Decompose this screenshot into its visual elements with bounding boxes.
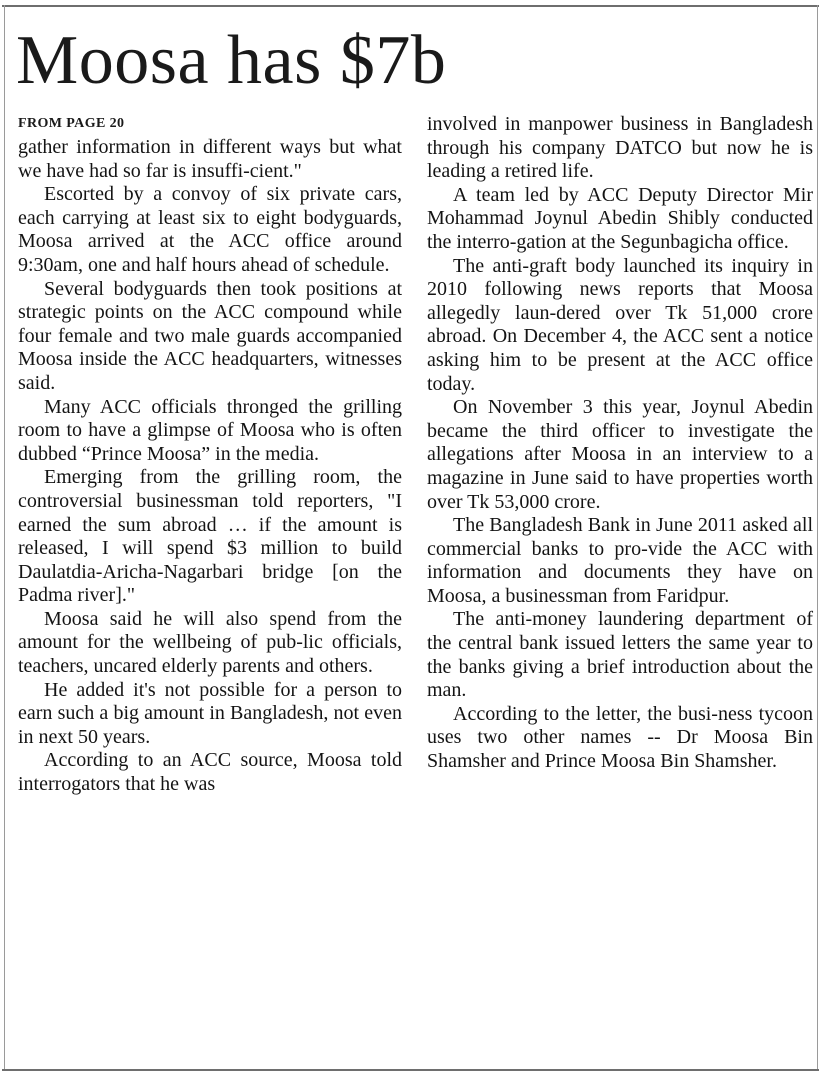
- paragraph: gather information in different ways but what we have had so far is insuffi-cient.": [18, 136, 402, 182]
- paragraph: The anti-money laundering department of the central bank issued letters the same year to the banks giving a brief introduction about the man.: [427, 608, 813, 702]
- paragraph: The Bangladesh Bank in June 2011 asked all commercial banks to pro-vide the ACC with information and documents they have on Moosa, a businessman from Faridpur.: [427, 514, 813, 607]
- paragraph: Moosa said he will also spend from the amount for the wellbeing of pub-lic officials, teachers, uncared elderly parents and others.: [18, 607, 402, 678]
- paragraph: Emerging from the grilling room, the controversial businessman told reporters, "I earned the sum abroad … if the amount is released, I will spend $3 million to build Daulatdia-Aricha-Nagarbari bridge [on the Padma river].": [18, 466, 402, 607]
- right-rule: [817, 5, 818, 1071]
- left-column: [18, 113, 402, 797]
- right-column: [427, 113, 813, 774]
- top-rule: [2, 5, 819, 7]
- paragraph: Several bodyguards then took positions at strategic points on the ACC compound while four female and two male guards accompanied Moosa inside the ACC headquarters, witnesses said.: [18, 277, 402, 394]
- left-rule: [4, 5, 5, 1071]
- continuation-kicker: FROM PAGE 20: [18, 116, 125, 131]
- bottom-rule: [2, 1069, 819, 1071]
- paragraph: On November 3 this year, Joynul Abedin became the third officer to investigate the allegations after Moosa in an interview to a magazine in June said to have properties worth over Tk 53,000 crore.: [427, 396, 813, 513]
- paragraph: Escorted by a convoy of six private cars, each carrying at least six to eight bodyguards, Moosa arrived at the ACC office around 9:30am, one and half hours ahead of schedule.: [18, 183, 402, 276]
- paragraph: involved in manpower business in Bangladesh through his company DATCO but now he is leading a retired life.: [427, 113, 813, 183]
- paragraph: According to the letter, the busi-ness tycoon uses two other names -- Dr Moosa Bin Shamsher and Prince Moosa Bin Shamsher.: [427, 702, 813, 773]
- paragraph: Many ACC officials thronged the grilling room to have a glimpse of Moosa who is often dubbed “Prince Moosa” in the media.: [18, 395, 402, 465]
- headline: Moosa has $7b: [16, 22, 447, 99]
- paragraph: According to an ACC source, Moosa told interrogators that he was: [18, 749, 402, 796]
- paragraph: He added it's not possible for a person to earn such a big amount in Bangladesh, not even in next 50 years.: [18, 678, 402, 748]
- paragraph: A team led by ACC Deputy Director Mir Mohammad Joynul Abedin Shibly conducted the interro-gation at the Segunbagicha office.: [427, 183, 813, 253]
- paragraph: The anti-graft body launched its inquiry in 2010 following news reports that Moosa allegedly laun-dered over Tk 51,000 crore abroad. On December 4, the ACC sent a notice asking him to be present at the ACC office today.: [427, 254, 813, 395]
